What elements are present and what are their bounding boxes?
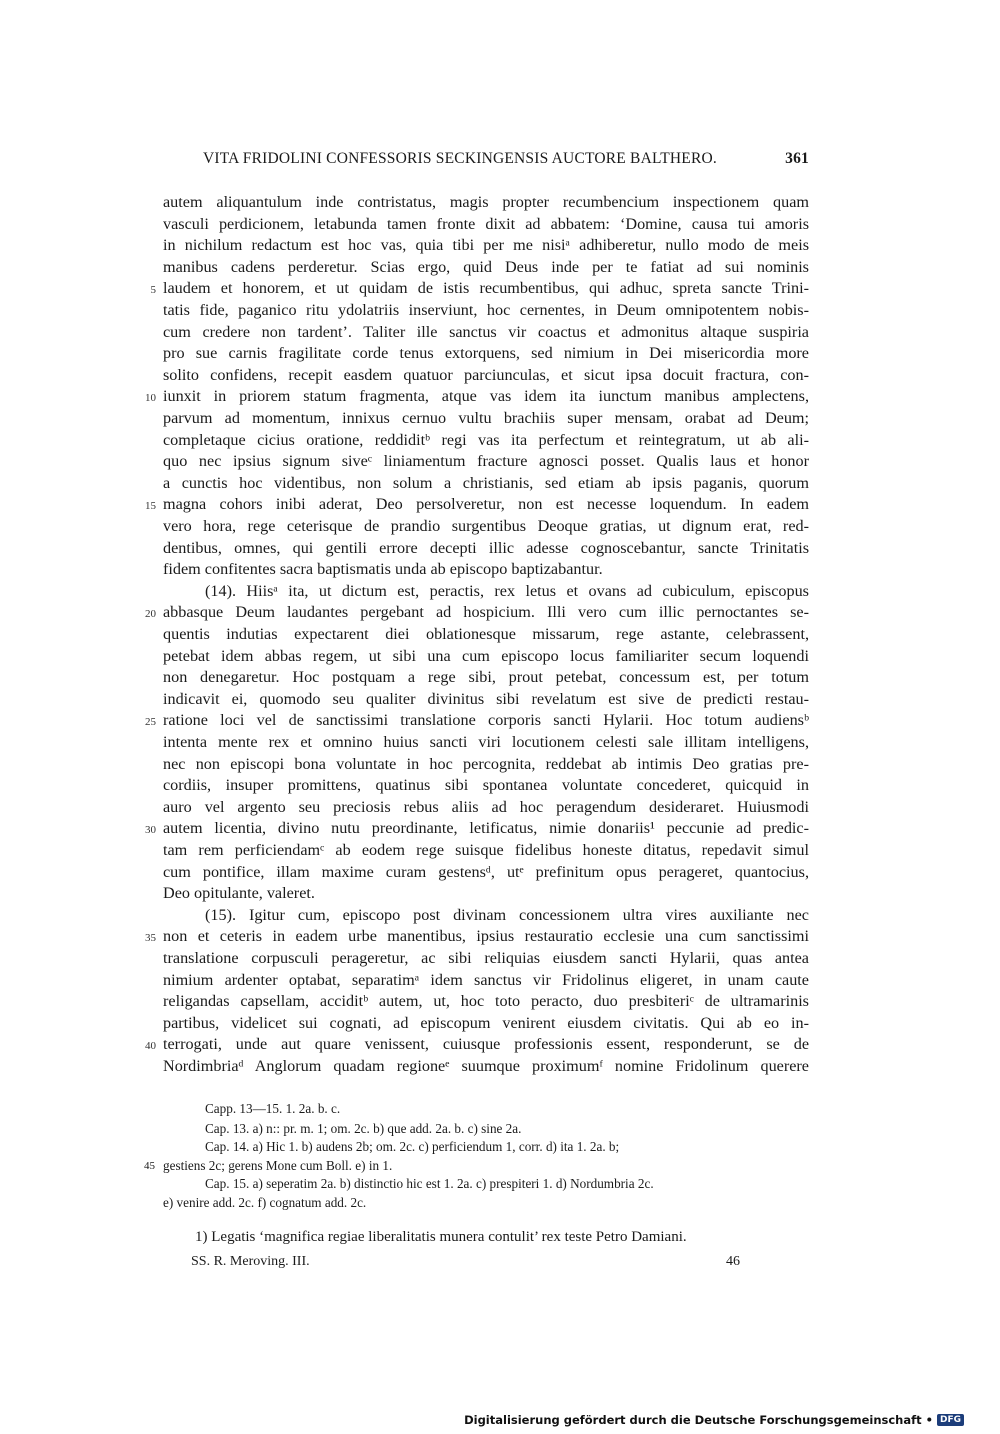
dfg-logo-icon: DFG	[937, 1414, 964, 1426]
line-number: 15	[145, 500, 156, 513]
text-line: tatis fide, paganico ritu ydolatriis inserviunt, hoc cernentes, in Deum omnipotentem nobis-	[163, 301, 809, 319]
text-line: cum credere non tardent’. Taliter ille sanctus vir coactus et admonitus altaque suspiria	[163, 322, 809, 341]
text-line: manibus cadens perderetur. Scias ergo, quid Deus inde per te fatiat ad sui nominis	[163, 257, 809, 276]
digitization-credit	[464, 1413, 964, 1427]
apparatus-line: Cap. 14. a) Hic 1. b) audens 2b; om. 2c. c) perficiendum 1, corr. d) ita 1. 2a. b;	[205, 1139, 620, 1154]
text-line: laudem et honorem, et ut quidam de istis recumbentibus, qui adhuc, spreta sancte Trini-	[163, 279, 809, 298]
text-line: vero hora, rege ceterisque de prandio surgentibus Deoque gratias, ut dignum erat, red-	[163, 517, 809, 535]
line-number: 30	[145, 824, 156, 837]
apparatus-line: gestiens 2c; gerens Mone cum Boll. e) in 1.	[163, 1158, 393, 1173]
running-title: VITA FRIDOLINI CONFESSORIS SECKINGENSIS AUCTORE BALTHERO.	[203, 150, 717, 167]
line-number: 35	[145, 932, 156, 945]
text-line: non denegaretur. Hoc postquam a rege sibi, prout petebat, concessum est, per totum	[163, 668, 809, 687]
footnote: 1) Legatis ‘magnifica regiae liberalitatis munera contulit’ rex teste Petro Damiani.	[195, 1229, 687, 1245]
text-line: completaque cicius oratione, reddiditᵇ regi vas ita perfectum et reintegratum, ut ab ali-	[163, 430, 809, 449]
text-line: Nordimbriaᵈ Anglorum quadam regioneᵉ suumque proximumᶠ nomine Fridolinum querere	[163, 1057, 809, 1075]
text-line: ratione loci vel de sanctissimi translatione corporis sancti Hylarii. Hoc totum audiensᵇ	[163, 711, 809, 730]
signature-number: 46	[726, 1254, 740, 1269]
text-line: Deo opitulante, valeret.	[163, 884, 315, 903]
text-line: in nichilum redactum est hoc vas, quia tibi per me nisiᵃ adhiberetur, nullo modo de meis	[163, 236, 809, 255]
text-line: pro sue carnis fragilitate corde tenus extorquens, sed nimium in Dei misericordia more	[163, 344, 809, 363]
line-number: 25	[145, 716, 156, 729]
text-line: vasculi perdicionem, letabunda tamen fronte dixit ad abbatem: ‘Domine, causa tui amoris	[163, 214, 809, 233]
text-line: quo nec ipsius signum siveᶜ liniamentum fracture agnosci posset. Qualis laus et honor	[163, 452, 809, 471]
text-line: magna cohors inibi aderat, Deo persolveretur, non est necesse loquendum. In eadem	[163, 495, 809, 514]
text-line: autem aliquantulum inde contristatus, magis propter recumbencium inspectionem quam	[163, 193, 809, 211]
text-line: tam rem perficiendamᶜ ab eodem rege suisque fidelibus honeste ditatus, repedavit simul	[163, 841, 809, 859]
text-line: cum pontifice, illam maxime curam gestensᵈ, utᵉ prefinitum opus perageret, quantocius,	[163, 862, 809, 881]
text-line: translatione corpusculi perageretur, ac sibi reliquias eiusdem sancti Hylarii, quas antea	[163, 949, 809, 967]
text-line: iunxit in priorem statum fragmenta, atque vas idem ita iunctum manibus amplectens,	[163, 387, 809, 406]
apparatus-line: e) venire add. 2c. f) cognatum add. 2c.	[163, 1195, 367, 1210]
apparatus-line: Cap. 13. a) n:: pr. m. 1; om. 2c. b) que add. 2a. b. c) sine 2a.	[205, 1121, 522, 1136]
text-line: terrogati, unde aut quare venissent, cuiusque professionis essent, responderunt, se de	[163, 1035, 809, 1054]
text-line: cordiis, insuper promittens, quatinus sibi spontanea voluntate concederet, quicquid in	[163, 776, 809, 795]
text-line: fidem confitentes sacra baptismatis unda ab episcopo baptizabantur.	[163, 560, 603, 579]
digitization-text: Digitalisierung gefördert durch die Deutsche Forschungsgemeinschaft •	[464, 1413, 933, 1427]
page-number: 361	[785, 150, 809, 167]
text-line: a cunctis hoc videntibus, non solum a christianis, sed etiam ab ipsis paganis, quorum	[163, 473, 809, 492]
apparatus-line: Cap. 15. a) seperatim 2a. b) distinctio hic est 1. 2a. c) prespiteri 1. d) Nordumbria 2c.	[205, 1176, 654, 1191]
text-line: (15). Igitur cum, episcopo post divinam concessionem ultra vires auxiliante nec	[205, 905, 809, 924]
text-line: partibus, videlicet sui cognati, ad episcopum venirent eiusdem civitatis. Qui ab eo in-	[163, 1013, 809, 1032]
line-number: 40	[145, 1040, 156, 1053]
text-line: indicavit ei, quomodo seu qualiter divinitus sibi revelatum est sive de predicti restau-	[163, 689, 809, 708]
text-line: intenta mente rex et omnino huius sancti viri locutionem celesti sale illitam intelligens,	[163, 733, 809, 751]
line-number: 45	[144, 1160, 155, 1172]
apparatus-line: Capp. 13—15. 1. 2a. b. c.	[205, 1101, 341, 1116]
text-line: abbasque Deum laudantes pergebant ad hospicium. Illi vero cum illic pernoctantes se-	[163, 603, 809, 622]
text-line: autem licentia, divino nutu preordinante, letificatus, nimie donariis¹ peccunie ad predic-	[163, 819, 809, 838]
text-line: petebat idem abbas regem, ut sibi una cum episcopo locus familiariter secum loquendi	[163, 646, 809, 665]
signature-mark: SS. R. Meroving. III.	[191, 1254, 310, 1269]
line-number: 20	[145, 608, 156, 621]
text-line: auro vel argento seu preciosis rebus aliis ad hoc peragendum desideraret. Huiusmodi	[163, 797, 809, 816]
text-line: non et ceteris in eadem urbe manentibus, ipsius restauratio ecclesie una cum sanctissimi	[163, 927, 809, 946]
text-line: quentis indutias expectarent diei oblationesque missarum, rege astante, celebrassent,	[163, 625, 809, 643]
text-line: religandas capsellam, acciditᵇ autem, ut, hoc toto peracto, duo presbiteriᶜ de ultramarinis	[163, 992, 809, 1011]
text-line: parvum ad momentum, innixus cernuo vultu brachiis super mensam, orabat ad Deum;	[163, 409, 809, 427]
text-line: dentibus, omnes, qui gentili errore decepti illic adesse cognoscebantur, sancte Trinitatis	[163, 538, 809, 557]
text-line: nimium ardenter optabat, separatimᵃ idem sanctus vir Fridolinus eligeret, in unam caute	[163, 970, 809, 989]
text-line: nec non episcopi bona voluntate in hoc percognita, reddebat ab intimis Deo gratias pre-	[163, 754, 809, 773]
text-line: solito confidens, recepit easdem quatuor parciunculas, et sicut ipsa docuit fractura, con-	[163, 365, 809, 384]
line-number: 5	[150, 284, 156, 297]
text-line: (14). Hiisᵃ ita, ut dictum est, peractis, rex letus et ovans ad cubiculum, episcopus	[205, 581, 809, 600]
line-number: 10	[145, 392, 156, 405]
